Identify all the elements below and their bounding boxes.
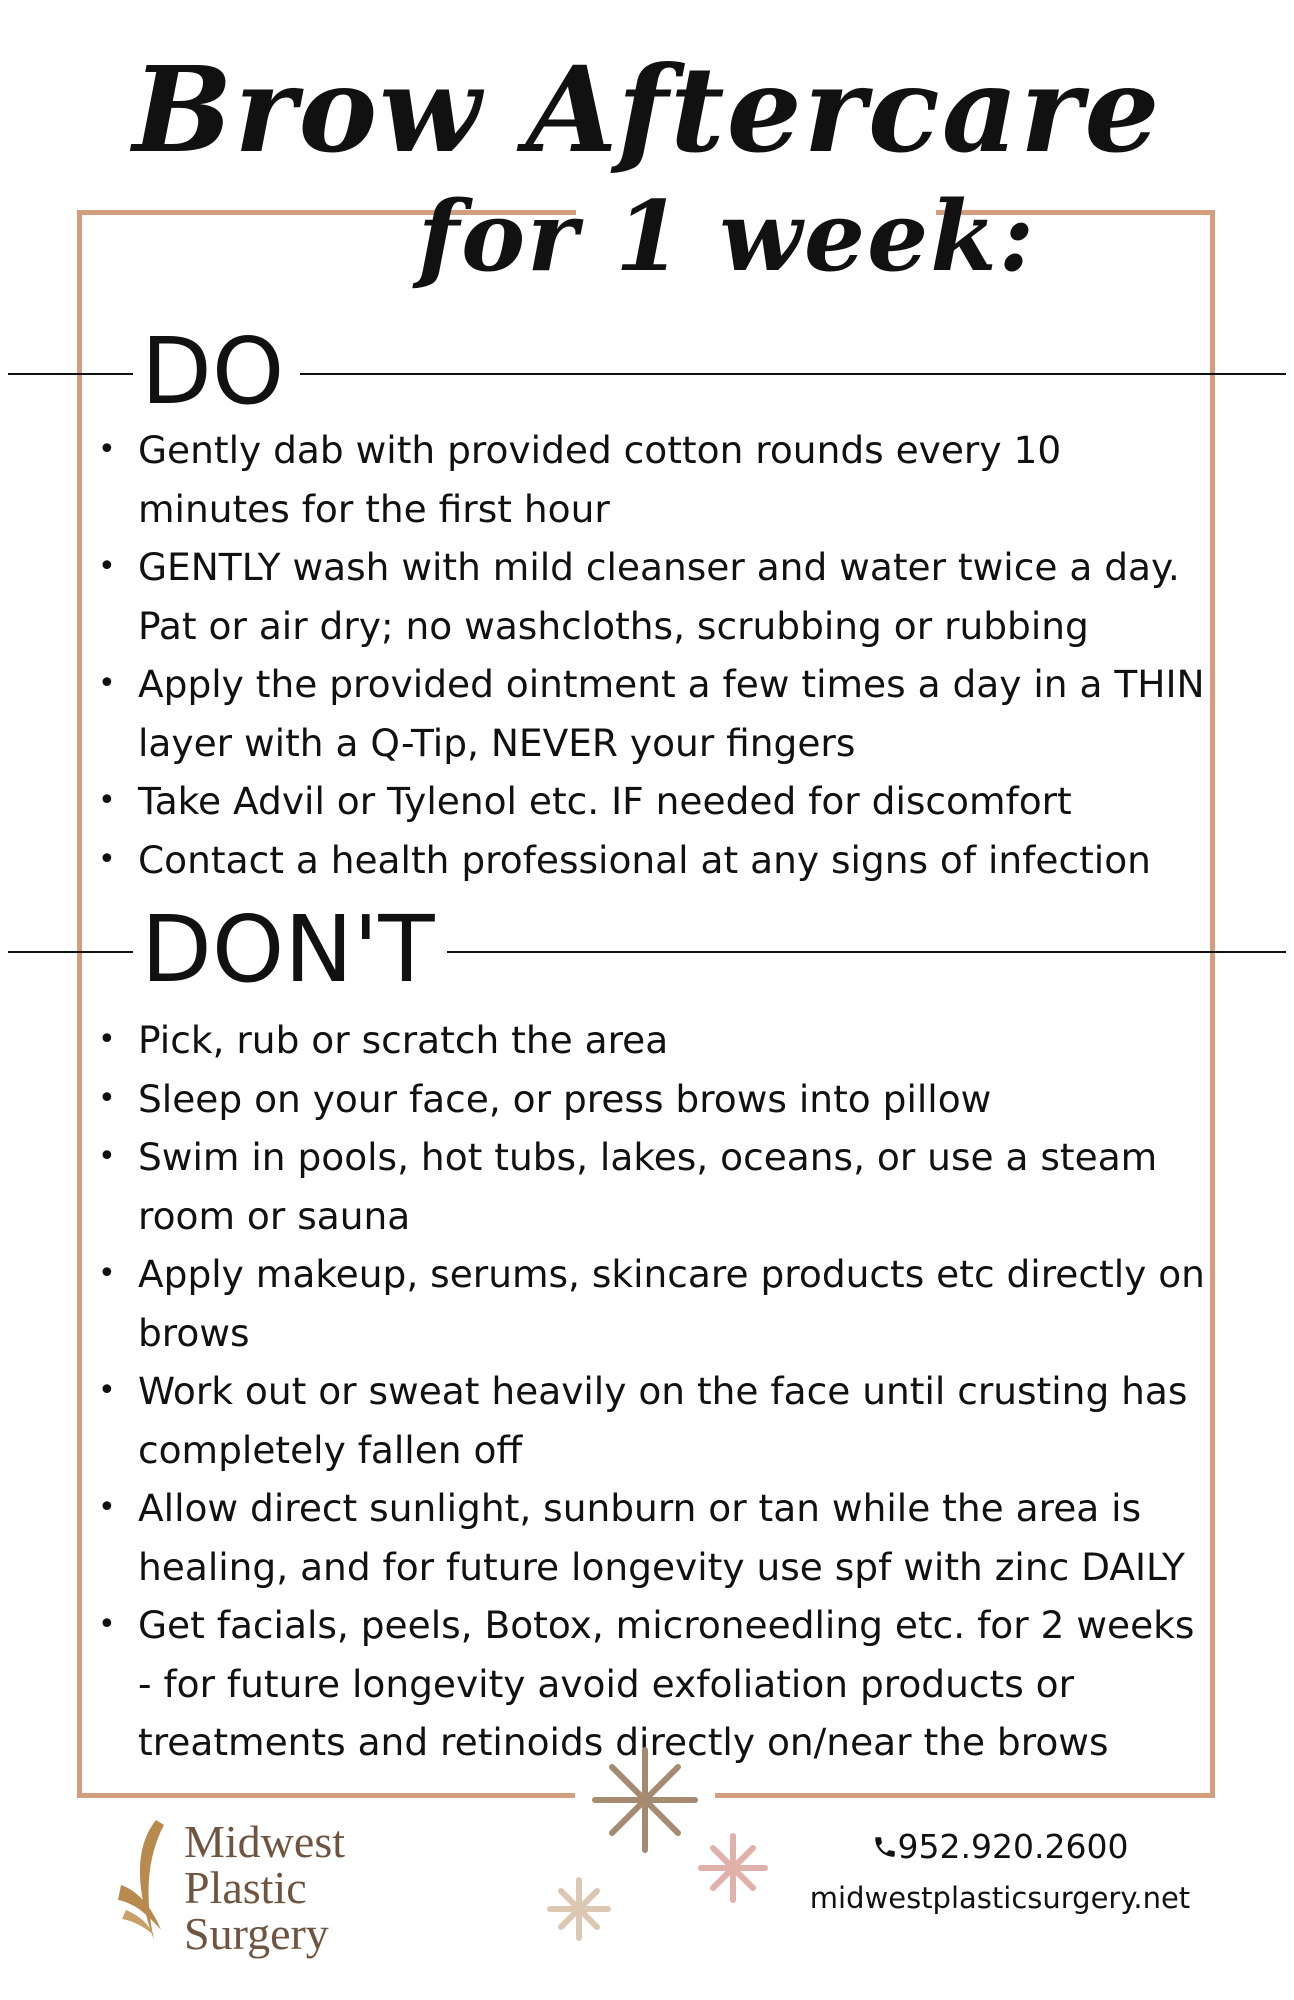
do-item: • Apply the provided ointment a few times a day in a THIN layer with a Q-Tip, NEVER your fingers [96,655,1216,772]
dont-item: • Allow direct sunlight, sunburn or tan while the area is healing, and for future longevity use spf with zinc DAILY [96,1479,1216,1596]
do-item: • Gently dab with provided cotton rounds every 10 minutes for the first hour [96,421,1216,538]
do-rule-right [300,373,1286,375]
leaf-logo-icon [116,1815,186,1945]
do-heading: DO [135,327,296,417]
dont-heading-row [0,896,1294,1003]
dont-item: • Work out or sweat heavily on the face until crusting has completely fallen off [96,1362,1216,1479]
clinic-logo [116,1815,456,1959]
sparkle-icon-tan [546,1876,612,1942]
dont-item: • Apply makeup, serums, skincare products etc directly on brows [96,1245,1216,1362]
sparkle-icon-pink [697,1832,769,1904]
dont-item: • Pick, rub or scratch the area [96,1011,1216,1070]
dont-item: • Swim in pools, hot tubs, lakes, oceans, or use a steam room or sauna [96,1128,1216,1245]
do-item: • Contact a health professional at any signs of infection [96,831,1216,890]
do-heading-row [0,318,1294,425]
logo-wordmark [184,1816,456,1959]
do-rule-left [8,373,133,375]
dont-item: • Get facials, peels, Botox, microneedling etc. for 2 weeks - for future longevity avoid exfoliation products or treatments and retinoids directly on/near the brows [96,1596,1216,1772]
dont-heading: DON'T [135,905,447,995]
logo-line-1: Midwest [184,1816,345,1867]
phone-number[interactable]: 952.920.2600 [897,1827,1129,1866]
sparkle-icon [590,1745,700,1855]
do-list [96,421,1216,889]
logo-line-2: Plastic Surgery [184,1862,329,1959]
phone-row [790,1825,1210,1869]
dont-rule-left [8,951,133,953]
dont-item: • Sleep on your face, or press brows into pillow [96,1070,1216,1129]
title-line-1: Brow Aftercare [132,40,1162,179]
dont-list [96,1011,1216,1772]
website-link[interactable]: midwestplasticsurgery.net [809,1881,1191,1915]
do-item: • Take Advil or Tylenol etc. IF needed for discomfort [96,772,1216,831]
do-item: • GENTLY wash with mild cleanser and water twice a day. Pat or air dry; no washcloths, scrubbing or rubbing [96,538,1216,655]
phone-icon [872,1831,898,1863]
contact-block [790,1825,1210,1923]
dont-rule-right [440,951,1286,953]
title-line-2: for 1 week: [417,180,1037,293]
